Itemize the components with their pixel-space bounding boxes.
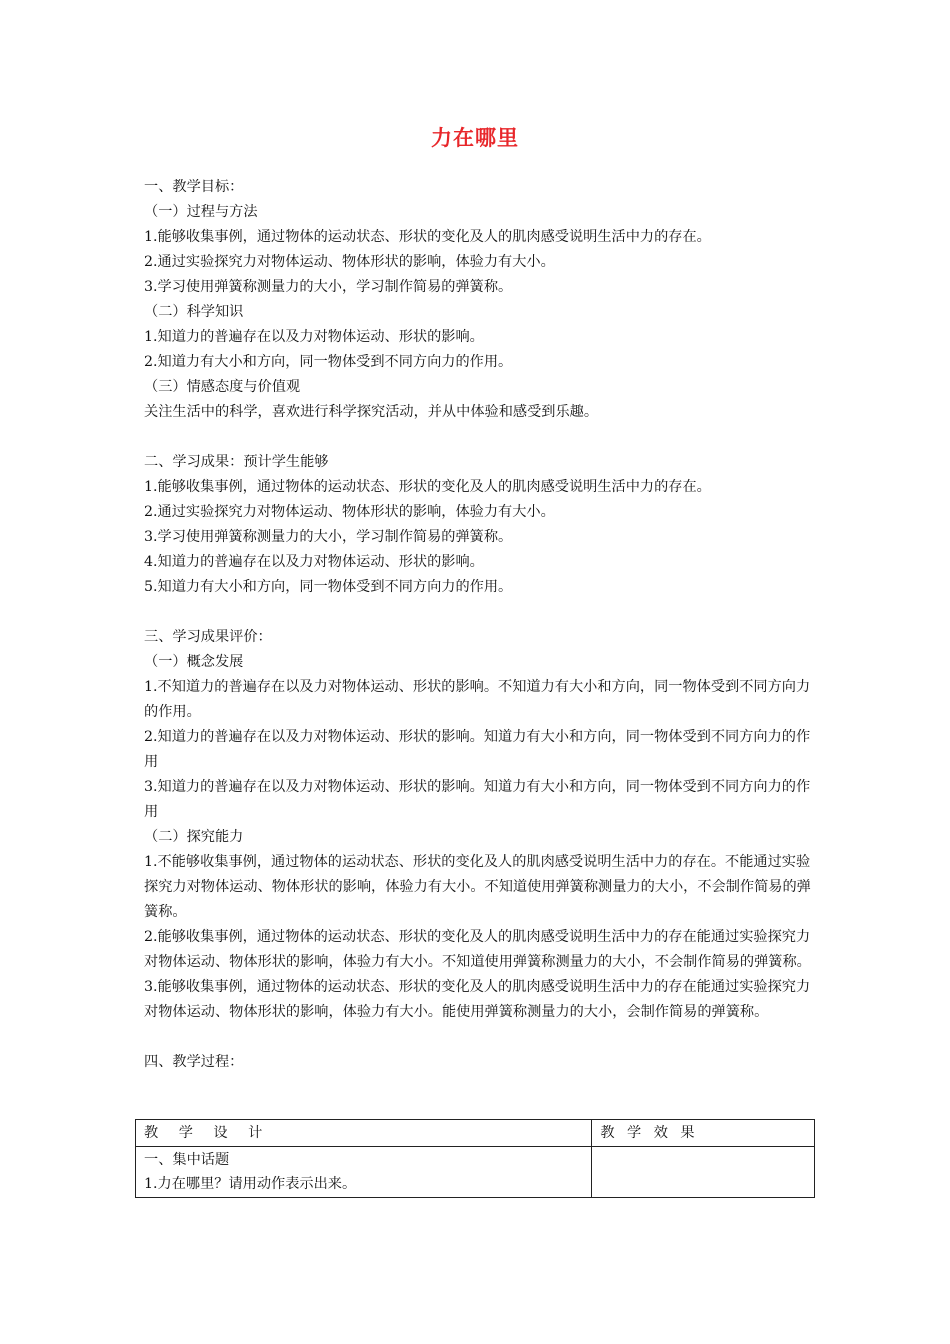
table-row: [136, 1147, 815, 1198]
list-item: 2.知道力有大小和方向，同一物体受到不同方向力的作用。: [144, 354, 513, 370]
list-item: 2.能够收集事例，通过物体的运动状态、形状的变化及人的肌肉感受说明生活中力的存在能通过实验探究力对物体运动、物体形状的影响，体验力有大小。不知道使用弹簧称测量力的大小，不会制作简易的弹簧称。: [144, 929, 811, 970]
section-heading: 四、教学过程：: [144, 1054, 244, 1070]
subsection-heading: （一）概念发展: [144, 654, 244, 670]
table-cell: [136, 1147, 592, 1198]
list-item: 1.知道力的普遍存在以及力对物体运动、形状的影响。: [144, 329, 484, 345]
list-item: 1.能够收集事例，通过物体的运动状态、形状的变化及人的肌肉感受说明生活中力的存在。: [144, 479, 711, 495]
list-item: 2.通过实验探究力对物体运动、物体形状的影响，体验力有大小。: [144, 504, 555, 520]
list-item: 1.不知道力的普遍存在以及力对物体运动、形状的影响。不知道力有大小和方向，同一物体受到不同方向力的作用。: [144, 679, 811, 720]
list-item: 4.知道力的普遍存在以及力对物体运动、形状的影响。: [144, 554, 484, 570]
table-cell-empty: [592, 1147, 815, 1198]
subsection-heading: （一）过程与方法: [144, 204, 258, 220]
subsection-heading: （三）情感态度与价值观: [144, 379, 301, 395]
subsection-heading: （二）科学知识: [144, 304, 244, 320]
table-header-row: [136, 1120, 815, 1147]
section-heading: 一、教学目标：: [144, 179, 244, 195]
list-item: 2.通过实验探究力对物体运动、物体形状的影响，体验力有大小。: [144, 254, 555, 270]
list-item: 5.知道力有大小和方向，同一物体受到不同方向力的作用。: [144, 579, 513, 595]
list-item: 3.知道力的普遍存在以及力对物体运动、形状的影响。知道力有大小和方向，同一物体受到不同方向力的作用: [144, 779, 811, 820]
section-heading: 二、学习成果：预计学生能够: [144, 454, 329, 470]
section-heading: 三、学习成果评价：: [144, 629, 272, 645]
list-item: 2.知道力的普遍存在以及力对物体运动、形状的影响。知道力有大小和方向，同一物体受到不同方向力的作用: [144, 729, 811, 770]
col-header-design: 教 学 设 计: [136, 1120, 592, 1147]
cell-line: 一、集中话题: [144, 1152, 230, 1168]
list-item: 1.能够收集事例，通过物体的运动状态、形状的变化及人的肌肉感受说明生活中力的存在。: [144, 229, 711, 245]
list-item: 3.学习使用弹簧称测量力的大小，学习制作简易的弹簧称。: [144, 529, 513, 545]
list-item: 3.能够收集事例，通过物体的运动状态、形状的变化及人的肌肉感受说明生活中力的存在能通过实验探究力对物体运动、物体形状的影响，体验力有大小。能使用弹簧称测量力的大小，会制作简易的弹簧称。: [144, 979, 811, 1020]
col-header-effect: 教 学 效 果: [592, 1120, 815, 1147]
page-title: 力在哪里: [431, 126, 519, 150]
list-item: 1.不能够收集事例，通过物体的运动状态、形状的变化及人的肌肉感受说明生活中力的存在。不能通过实验探究力对物体运动、物体形状的影响，体验力有大小。不知道使用弹簧称测量力的大小，不会制作简易的弹簧称。: [144, 854, 811, 920]
list-item: 3.学习使用弹簧称测量力的大小，学习制作简易的弹簧称。: [144, 279, 513, 295]
cell-line: 1.力在哪里？请用动作表示出来。: [144, 1176, 357, 1192]
teaching-process-table: [135, 1119, 815, 1198]
subsection-heading: （二）探究能力: [144, 829, 244, 845]
document-body: [144, 175, 814, 1075]
list-item: 关注生活中的科学，喜欢进行科学探究活动，并从中体验和感受到乐趣。: [144, 404, 599, 420]
